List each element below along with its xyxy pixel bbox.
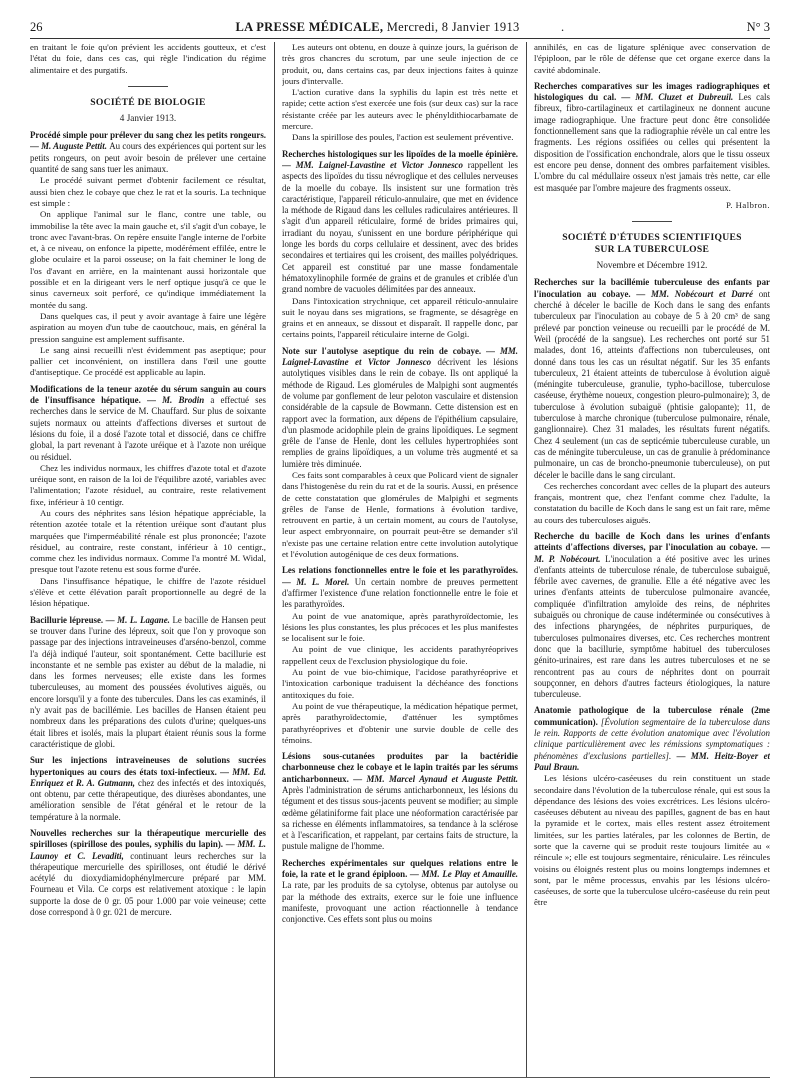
paragraph: L'action curative dans la syphilis du lapin est très nette et rapide; cette action s'est exercée une fois (sur deux cas) sur la race résistante créée par les auteurs avec le phényldithiocarbamate de mercure.: [282, 87, 518, 132]
society-date: 4 Janvier 1913.: [119, 112, 177, 123]
paragraph: Au cours des néphrites sans lésion hépatique appréciable, la rétention azotée totale et la rétention uréique sont d'autant plus marquées que l'imperméabilité rénale est plus prononcée; l'azote résiduel, au contraire, reste constant, inférieur à 10 centigr., comme chez les individus normaux. Comme l'a montré M. Widal, presque tout l'azote retenu est sous forme d'urée.: [30, 507, 266, 575]
paragraph: Ces faits sont comparables à ceux que Policard vient de signaler dans l'histogenèse du rein du rat et de la souris. Aussi, en présence de cette constatation que glomérules de Malpighi et segments grêles de l'anse de Henle, formations à évolution tardive, retrouvent en partie, à un certain moment, au cours de l'autolyse, leur aspect embryonnaire, on pourrait peut-être se demander s'il n'existe pas une certaine relation entre cette involution autolytique et l'évolution autogénique de ces deux formations.: [282, 469, 518, 560]
article-heading: [534, 81, 770, 194]
separator: [632, 221, 672, 222]
paragraph: annihilés, en cas de ligature splénique avec conservation de l'épiploon, par le rôle de défense que cet organe exerce dans la cavité abdominale.: [534, 42, 770, 75]
article-author: — MM. Marcel Aynaud et Auguste Pettit.: [353, 773, 518, 784]
paragraph: Dans quelques cas, il peut y avoir avantage à faire une légère aspiration au moyen d'un tube de caoutchouc, mais, en général la pression sanguine est amplement suffisante.: [30, 310, 266, 344]
article-subtitle: [Évolution segmentaire de la tuberculose dans le rein. Rapports de cette évolution anatomique avec l'évolution clinique particulièrement avec les rémissions symptomatiques : phénomènes d'exclusions partielles].: [534, 716, 770, 761]
page-number: 26: [30, 20, 43, 34]
article-heading: [282, 751, 518, 853]
article-title: Recherches comparatives sur les images radiographiques et histologiques du cal.: [534, 80, 770, 103]
header-dot: .: [561, 20, 565, 34]
article-author: — M. L. Morel.: [282, 576, 350, 587]
page-header: [30, 18, 770, 39]
article-heading: [30, 130, 266, 175]
bottom-rule: [30, 1077, 770, 1078]
article-heading: [534, 531, 770, 700]
article-lead: L'inoculation a été positive avec les urines d'enfants atteints de tuberculose rénale, de tuberculose subaiguë, fébrile avec cavernes, de granulie. Elle a été négative avec les urines d'enfants atteints de tuberculose pulmonaire avancée, compliquée d'infiltration amyloïde des reins, de néphrites subaiguës ou chronique de cause indéterminée ou consécutives à des infections pharyngées, de néphrites purpuriques, de tuberculoses pulmonaires diverses, etc. Ces recherches montrent donc que la bacillurie, symptôme habituel des tuberculoses génito-urinaires, est rare dans les autres tuberculoses et ne se rencontrent pas au cours de néphrites dont on pourrait soupçonner, en dehors d'autres facteurs étiologiques, la nature tuberculeuse.: [534, 553, 770, 700]
article-lead: Au cours des expériences qui portent sur les petits rongeurs, on peut avoir besoin de prélever une certaine quantité de sang sans tuer les animaux.: [30, 141, 266, 175]
paragraph: On applique l'animal sur le flanc, contre une table, ou immobilise la tête avec la main gauche et, s'il s'agit d'un cobaye, le tronc avec l'avant-bras. On repère ensuite l'angle interne de l'orbite et, à ce niveau, on enfonce la pipette, modérément effilée, entre le globe oculaire et la paroi osseuse; on la fait cheminer le long de l'os d'avant en arrière, en la maintenant aussi horizontale que possible et en la dirigeant vers le nerf optique jusqu'à ce que le sinus caverneux soit perforé, ce qu'indique immédiatement la montée du sang.: [30, 209, 266, 310]
issue-date: Mercredi, 8 Janvier 1913: [386, 20, 520, 34]
section-signature: P. Halbron.: [726, 199, 770, 210]
article-lead: a effectué ses recherches dans le service de M. Chauffard. Sur plus de soixante sujets normaux ou atteints d'affections diverses et surtout de lésions du foie, il a dosé l'azote total et dissocié, dans ce chiffre global, la part revenant à l'azote uréique et à l'azote non uréique ou résiduel.: [30, 395, 266, 462]
article-author: — MM. L. Launoy et C. Levaditi,: [30, 839, 266, 861]
article-title: Note sur l'autolyse aseptique du rein de cobaye.: [282, 345, 482, 356]
article-heading: [282, 149, 518, 296]
article-author: — MM. Nobécourt et Darré: [636, 288, 753, 299]
paragraph: Le procédé suivant permet d'obtenir facilement ce résultat, aussi bien chez le cobaye que chez le rat et la souris. La technique est simple :: [30, 175, 266, 208]
article-author: — M. L. Lagane.: [105, 614, 170, 625]
paragraph: Dans l'insuffisance hépatique, le chiffre de l'azote résiduel s'élève et cette élévation paraît proportionnelle au degré de la lésion hépatique.: [30, 575, 266, 609]
article-author: — M. Auguste Pettit.: [30, 141, 107, 152]
article-title: Procédé simple pour prélever du sang chez les petits rongeurs.: [30, 130, 266, 141]
paragraph: Dans la spirillose des poules, l'action est seulement préventive.: [292, 132, 514, 143]
society-date: Novembre et Décembre 1912.: [596, 260, 708, 271]
article-author: — MM. Le Play et Amauille.: [410, 869, 518, 880]
paragraph: Les auteurs ont obtenu, en douze à quinze jours, la guérison de très gros chancres du scrotum, par une seule injection de ce produit, ou, dans certains cas, par deux injections faites à quinze jours d'intervalle.: [282, 42, 518, 86]
article-heading: [30, 615, 266, 751]
article-heading: [30, 384, 266, 463]
article-title: Sur les injections intraveineuses de solutions sucrées hypertoniques au cours des états toxi-infectieux.: [30, 755, 266, 777]
article-title: Recherche du bacille de Koch dans les urines d'enfants atteints d'affections diverses, par l'inoculation au cobaye.: [534, 530, 770, 553]
paragraph: Dans l'intoxication strychnique, cet appareil réticulo-annulaire suit le noyau dans ses migrations, se fragmente, se désagrège en grains et en anneaux, se dissout et disparaît. Il rappelle donc, par certains points, l'appareil réticulaire interne de Golgi.: [282, 295, 518, 340]
article-author: — M. Brodin: [147, 395, 205, 406]
society-title-line-2: SUR LA TUBERCULOSE: [594, 244, 710, 256]
article-heading: [282, 565, 518, 610]
article-lead: décrivent les lésions autolytiques visibles dans le rein de cobaye. Ils ont appliqué la méthode de Rigaud. Les glomérules de Malpighi sont augmentés de volume par gonflement de leur peloton vasculaire et distension considérable de la capsule de Bowmann. Cette distension est en rapport avec la formation, aux dépens de l'épithélium capsulaire, d'un plasmode acidophile plein de grains lipoïdiques. Le segment grêle de l'anse de Henle, dont les cellules hypertrophiées sont remplies de grains lipoïdiques, a un volume très augmenté et sa lumière très diminuée.: [282, 357, 518, 469]
paragraph: Le sang ainsi recueilli n'est évidemment pas aseptique; pour pallier cet inconvénient, on instillera dans l'œil une goutte d'antiseptique. Ce procédé est applicable au lapin.: [30, 344, 266, 378]
paragraph: Au point de vue anatomique, après parathyroïdectomie, les lésions les plus constantes, les plus précoces et les plus manifestes se localisent sur le foie.: [282, 610, 518, 644]
paragraph: Au point de vue clinique, les accidents parathyréoprives rappellent ceux de l'exclusion physiologique du foie.: [282, 644, 518, 666]
article-title: Nouvelles recherches sur la thérapeutique mercurielle des spirilloses (spirillose des poules, syphilis du lapin).: [30, 828, 266, 850]
article-title: Les relations fonctionnelles entre le foie et les parathyroïdes.: [282, 565, 518, 576]
paragraph: Chez les individus normaux, les chiffres d'azote total et d'azote uréique sont, en raison de la loi de l'équilibre azoté, variables avec l'alimentation; l'azote résiduel, au contraire, reste relativement fixe, inférieur à 10 centigr.: [30, 462, 266, 507]
article-lead: Un certain nombre de preuves permettent d'affirmer l'existence d'une relation fonctionnelle entre le foie et les parathyroïdes.: [282, 576, 518, 610]
article-title: Anatomie pathologique de la tuberculose rénale (2me communication).: [534, 705, 770, 727]
article-title: Recherches histologiques sur les lipoïdes de la moelle épinière.: [282, 148, 518, 159]
article-author: — MM. Ed. Enriquez et R. A. Gutmann,: [30, 766, 266, 788]
paragraph: Au point de vue bio-chimique, l'acidose parathyréoprive et l'intoxication carbonique traduisent la déchéance des fonctions antitoxiques du foie.: [282, 667, 518, 700]
society-title-line-1: SOCIÉTÉ D'ÉTUDES SCIENTIFIQUES: [562, 232, 742, 244]
article-title: Modifications de la teneur azotée du sérum sanguin au cours de l'insuffisance hépatique.: [30, 383, 266, 406]
article-lead: chez des infectés et des intoxiqués, ont obtenu, par cette thérapeutique, des diurèses abondantes, une amélioration sensible de l'état général et le retour de la température à la normale.: [30, 777, 266, 822]
paragraph: Au point de vue thérapeutique, la médication hépatique permet, après parathyroïdectomie, d'atténuer les symptômes parathyréoprives et d'obtenir une survie double de celle des témoins.: [282, 700, 518, 745]
article-lead: Le bacille de Hansen peut se trouver dans l'urine des lépreux, soit que l'on y provoque son passage par des injections intraveineuses d'arséno-benzol, comme l'a déjà indiqué l'auteur, soit spontanément. Cette bacillurie est inconstante et ne semble pas exister au début de la maladie, ni dans les formes nerveuses; elle existe dans les formes tuberculeuses, au moment des poussées évolutives aiguës, ou encore lorsqu'il y a fonte des tubercules. Dans les cas examinés, il n'y avait pas de bacillémie. Les bacilles de Hansen étaient peu nombreux dans les préparations des culots d'urine; quelques-uns était libres et isolés, mais la plupart étaient réunis sous la forme caractéristique de globi.: [30, 614, 266, 749]
column-3: [534, 42, 770, 1078]
article-title: Lésions sous-cutanées produites par la bactéridie charbonneuse chez le cobaye et le lapin traités par les sérums anticharbonneux.: [282, 751, 518, 784]
article-author: — MM. Cluzet et Dubreuil.: [621, 92, 734, 103]
article-author: — MM. Laignel-Lavastine et Victor Jonnesco: [282, 159, 463, 170]
column-rule: [274, 42, 275, 1078]
article-lead: rappellent les aspects des lipoïdes du tissu névroglique et des cellules nerveuses de la moelle du cobaye. Ils insistent sur une formation très caractéristique, l'appareil réticulo-annulaire, que met en évidence la méthode de Rigaud dans les cellules radiculaires antérieures. Il s'agit d'un appareil réticulaire, formé de brides primaires qui, irradiant du noyau, s'unissent en une bordure périphérique qui longe les bords du corps cellulaire et dessinent, avec des brides secondaires et tertiaires qui les croisent, des mailles polyédriques. Cet appareil est constitué par une masse fondamentale hématoxylinophile formée de grains et de granules et criblée d'un grand nombre de vacuoles délimitées par des anneaux.: [282, 159, 518, 295]
society-title: [534, 232, 770, 256]
paragraph: Les lésions ulcéro-caséeuses du rein constituent un stade secondaire dans l'évolution de la tuberculose rénale, qui est sous la dépendance des lésions des voies excrétrices. Les lésions ulcéro-caséeuses débutent au niveau des papilles, gagnent de bas en haut la pyramide et le cortex, mais elles restent assez étroitement limitées, sur les parties latérales, par les colonnes de Bertin, de sorte que la caverne qui se produit reste toujours limitée au « réincule »; elle est toujours segmentaire, réniculaire. Les réincules voisins ou éloignés restent plus ou moins longtemps indemnes et sont, par le même processus, envahis par les lésions ulcéro-caséeuses, de sorte que la tuberculose ulcéro-caséeuse du rein peut être: [534, 773, 770, 908]
article-title: Recherches sur la bacillémie tuberculeuse des enfants par l'inoculation au cobaye.: [534, 277, 770, 299]
paragraph: Ces recherches concordant avec celles de la plupart des auteurs français, montrent que, chez l'enfant comme chez l'adulte, la constatation du bacille de Koch dans le sang est un fait rare, même au cours des tuberculoses aiguës.: [534, 480, 770, 525]
intro-paragraph: en traitant le foie qu'on prévient les accidents goutteux, et c'est l'état du foie, dans ces cas, qui règle l'indication du régime alimentaire et des purgatifs.: [30, 42, 266, 75]
article-title: Bacillurie lépreuse.: [30, 614, 104, 625]
article-author: — M. P. Nobécourt.: [534, 542, 770, 564]
article-lead: Les cals fibreux, fibro-cartilagineux et cartilagineux ne donnent aucune image radiographique. Une fracture peut donc être consolidée fonctionnellement sans que la radiographie révèle un cal entre les fragments. Les régions ossifiées ou celles qui présentent la disposition de l'ossification enchondrale, alors que le tissu osseux est encore peu dense, donnent des ombres parfaitement visibles. L'ombre du cal médullaire osseux n'est jamais très nette, car elle est masquée par l'ombre majeure des fragments osseux.: [534, 92, 770, 193]
article-heading: [282, 346, 518, 470]
journal-title: LA PRESSE MÉDICALE,: [235, 20, 384, 34]
article-lead: ont cherché à déceler le bacille de Koch dans le sang des enfants tuberculeux par l'inoculation au cobaye de 5 à 20 cm³ de sang prélevé par ponction veineuse ou recueilli par le procédé de M. Weil (procédé de la sangsue). Les recherches ont porté sur 51 malades, dont 16, atteints d'affections non tuberculeuses, ont donné dans tous les cas un résultat négatif. Sur les 35 enfants tuberculeux, 21 étaient atteints de tuberculose à évolution aiguë (méningite tuberculeuse, granulie, typho-bacillose, tuberculose caséeuse, érythème noueux, congestion pleuro-pulmonaire); 3, de tuberculose à évolution subaiguë (phtisie galopante); 11, de tuberculose à marche chronique (tuberculose pulmonaire, rénale, ganglionnaire). Chez 31 malades, les résultats furent négatifs. Chez 4 seulement (un cas de septicémie tuberculeuse curable, un cas de méningite tuberculeuse, un cas de granulie à prédominance pulmonaire, un cas de broncho-pneumonie tuberculeuse), on put déceler le bacille dans le sang circulant.: [534, 288, 770, 480]
column-1: [30, 42, 266, 1078]
article-lead: Après l'administration de sérums anticharbonneux, les lésions du tégument et des tissus sous-jacents peuvent se modifier; au simple œdème gélatiniforme fait place une néoformation caractérisée par sa richesse en éléments inflammatoires, sa tendance à la sclérose et à l'escarification, et rappelant, par certains faits de structure, la pustule maligne de l'homme.: [282, 785, 518, 852]
article-heading: [534, 705, 770, 773]
journal-header-title: [30, 20, 770, 35]
article-heading: [30, 755, 266, 823]
society-title: SOCIÉTÉ DE BIOLOGIE: [90, 96, 206, 108]
article-title: Recherches expérimentales sur quelques relations entre le foie, la rate et le grand épiploon.: [282, 857, 518, 880]
article-heading: [282, 858, 518, 926]
article-lead: continuant leurs recherches sur la thérapeutique mercurielle des spirilloses, ont étudié le dérivé acétylé du dioxydiamidophénylmercure préparé par MM. Fourneau et Vila. Ce corps est relativement atoxique : le lapin supporte la dose de 0 gr. 05 pour 1.000 par voie veineuse; cette dose correspond à 0 gr. 021 de mercure.: [30, 850, 266, 918]
article-heading: [534, 277, 770, 480]
issue-number: N° 3: [746, 20, 770, 34]
separator: [128, 86, 168, 87]
article-lead: La rate, par les produits de sa cytolyse, obtenus par autolyse ou par la méthode des extraits, exerce sur le foie une influence manifeste, provoquant une action réactionnelle à tendance conjonctive. Ces effets sont plus ou moins: [282, 880, 518, 925]
column-2: [282, 42, 518, 1078]
article-heading: [30, 828, 266, 918]
article-author: — MM. Laignel-Lavastine et Victor Jonnesco: [282, 345, 518, 368]
article-author: — MM. Heitz-Boyer et Paul Braun.: [534, 750, 770, 772]
column-rule: [526, 42, 527, 1078]
